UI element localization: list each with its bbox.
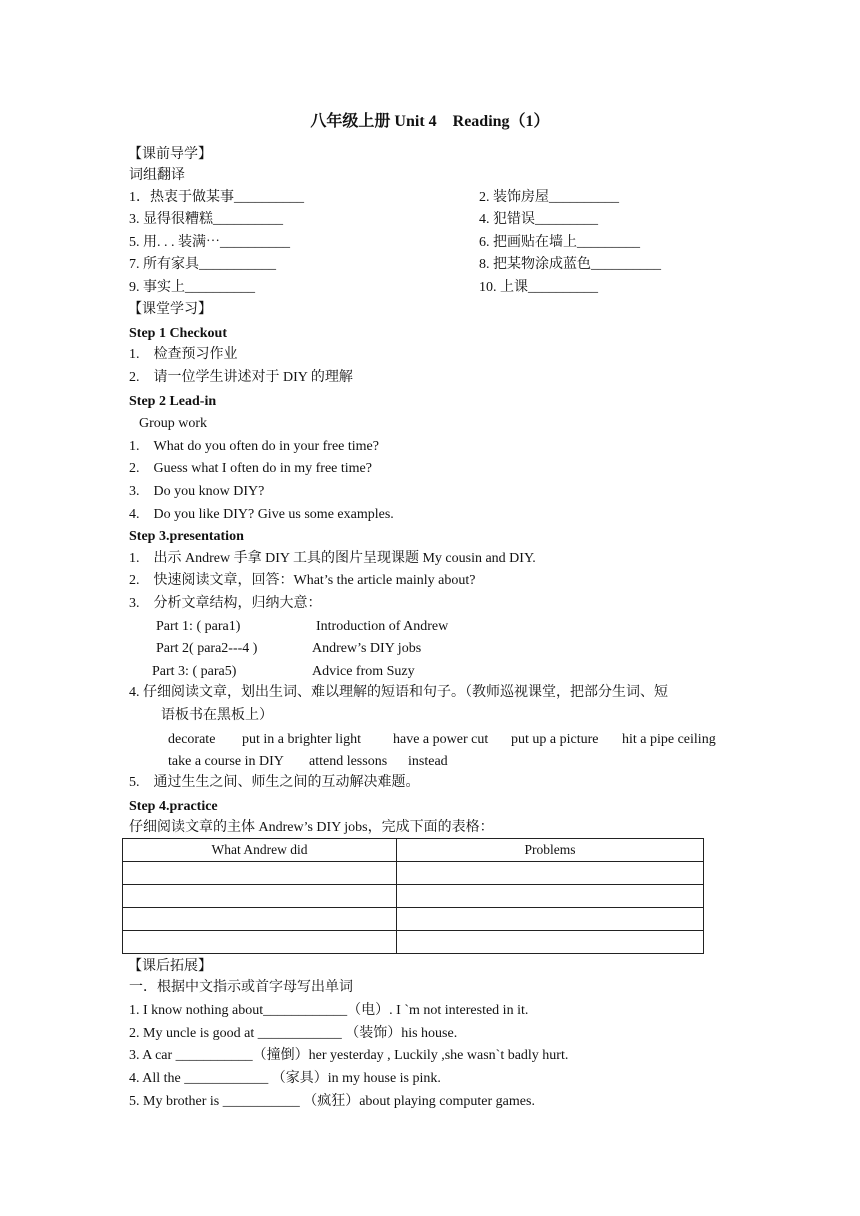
exercise-item: 7. 所有家具___________: [129, 257, 276, 272]
part-label: Part 3: ( para5): [152, 664, 237, 679]
exercise-item: 1．热衷于做某事__________: [129, 190, 304, 205]
page-title: 八年级上册 Unit 4 Reading（1）: [310, 113, 550, 130]
exercise-item: 8. 把某物涂成蓝色__________: [479, 257, 661, 272]
table-header-row: [123, 839, 704, 862]
subheading-phrase-translation: 词组翻译: [129, 168, 185, 183]
phrase: instead: [408, 754, 448, 769]
phrase: put in a brighter light: [242, 732, 361, 747]
part-label: Part 2( para2---4 ): [156, 641, 258, 656]
list-item: 2. 请一位学生讲述对于 DIY 的理解: [129, 370, 353, 385]
exercise-instruction: 一．根据中文指示或首字母写出单词: [129, 980, 353, 995]
table-row: [123, 862, 704, 885]
list-item: 2. 快速阅读文章，回答：What’s the article mainly about?: [129, 573, 476, 588]
list-item-continuation: 语板书在黑板上）: [161, 708, 273, 723]
table-header: Problems: [397, 839, 704, 862]
table-cell[interactable]: [123, 862, 397, 885]
table-instruction: 仔细阅读文章的主体 Andrew’s DIY jobs，完成下面的表格：: [129, 820, 494, 835]
list-item: 1. 出示 Andrew 手拿 DIY 工具的图片呈现课题 My cousin and DIY.: [129, 551, 536, 566]
part-description: Andrew’s DIY jobs: [312, 641, 422, 656]
table-cell[interactable]: [397, 885, 704, 908]
phrase: put up a picture: [511, 732, 599, 747]
table-cell[interactable]: [397, 931, 704, 954]
exercise-item: 5. 用. . . 装满⋯__________: [129, 235, 290, 250]
exercise-item: 4. 犯错误_________: [479, 212, 598, 227]
list-item: 1. What do you often do in your free time?: [129, 439, 379, 454]
table-row: [123, 908, 704, 931]
list-item: 2. Guess what I often do in my free time?: [129, 461, 372, 476]
step-title: Step 2 Lead-in: [129, 394, 217, 409]
phrase: have a power cut: [393, 732, 489, 747]
exercise-item: 3. 显得很糟糕__________: [129, 212, 283, 227]
step-subheading: Group work: [139, 416, 208, 431]
step-title: Step 4.practice: [129, 799, 218, 814]
exercise-item: 2. 装饰房屋__________: [479, 190, 619, 205]
list-item: 3. Do you know DIY?: [129, 484, 265, 499]
section-heading-afterclass: 【课后拓展】: [128, 959, 212, 974]
exercise-item: 3. A car ___________（撞倒）her yesterday , Luckily ,she wasn`t badly hurt.: [129, 1048, 569, 1063]
table-cell[interactable]: [123, 885, 397, 908]
exercise-item: 6. 把画贴在墙上_________: [479, 235, 640, 250]
table-cell[interactable]: [397, 862, 704, 885]
exercise-item: 4. All the ____________ （家具）in my house is pink.: [129, 1071, 441, 1086]
exercise-item: 9. 事实上__________: [129, 280, 255, 295]
phrase: decorate: [168, 732, 216, 747]
list-item: 4. 仔细阅读文章，划出生词、难以理解的短语和句子。（教师巡视课堂，把部分生词、短: [129, 685, 668, 700]
phrase: take a course in DIY: [168, 754, 284, 769]
phrase: hit a pipe ceiling: [622, 732, 716, 747]
table-cell[interactable]: [397, 908, 704, 931]
exercise-item: 2. My uncle is good at ____________ （装饰）his house.: [129, 1026, 458, 1041]
phrase: attend lessons: [309, 754, 388, 769]
table-row: [123, 931, 704, 954]
part-description: Advice from Suzy: [312, 664, 415, 679]
list-item: 5. 通过生生之间、师生之间的互动解决难题。: [129, 775, 420, 790]
list-item: 3. 分析文章结构，归纳大意：: [129, 596, 322, 611]
list-item: 1. 检查预习作业: [129, 347, 238, 362]
list-item: 4. Do you like DIY? Give us some examples.: [129, 507, 394, 522]
table-row: [123, 885, 704, 908]
section-heading-inclass: 【课堂学习】: [128, 302, 212, 317]
table-cell[interactable]: [123, 931, 397, 954]
step-title: Step 3.presentation: [129, 529, 244, 544]
part-description: Introduction of Andrew: [316, 619, 449, 634]
part-label: Part 1: ( para1): [156, 619, 241, 634]
exercise-item: 1. I know nothing about____________（电）. I `m not interested in it.: [129, 1003, 529, 1018]
section-heading-preclass: 【课前导学】: [128, 147, 212, 162]
table-cell[interactable]: [123, 908, 397, 931]
exercise-item: 10. 上课__________: [479, 280, 598, 295]
table-header: What Andrew did: [123, 839, 397, 862]
practice-table: [122, 838, 704, 954]
exercise-item: 5. My brother is ___________ （疯狂）about playing computer games.: [129, 1094, 535, 1109]
step-title: Step 1 Checkout: [129, 326, 228, 341]
